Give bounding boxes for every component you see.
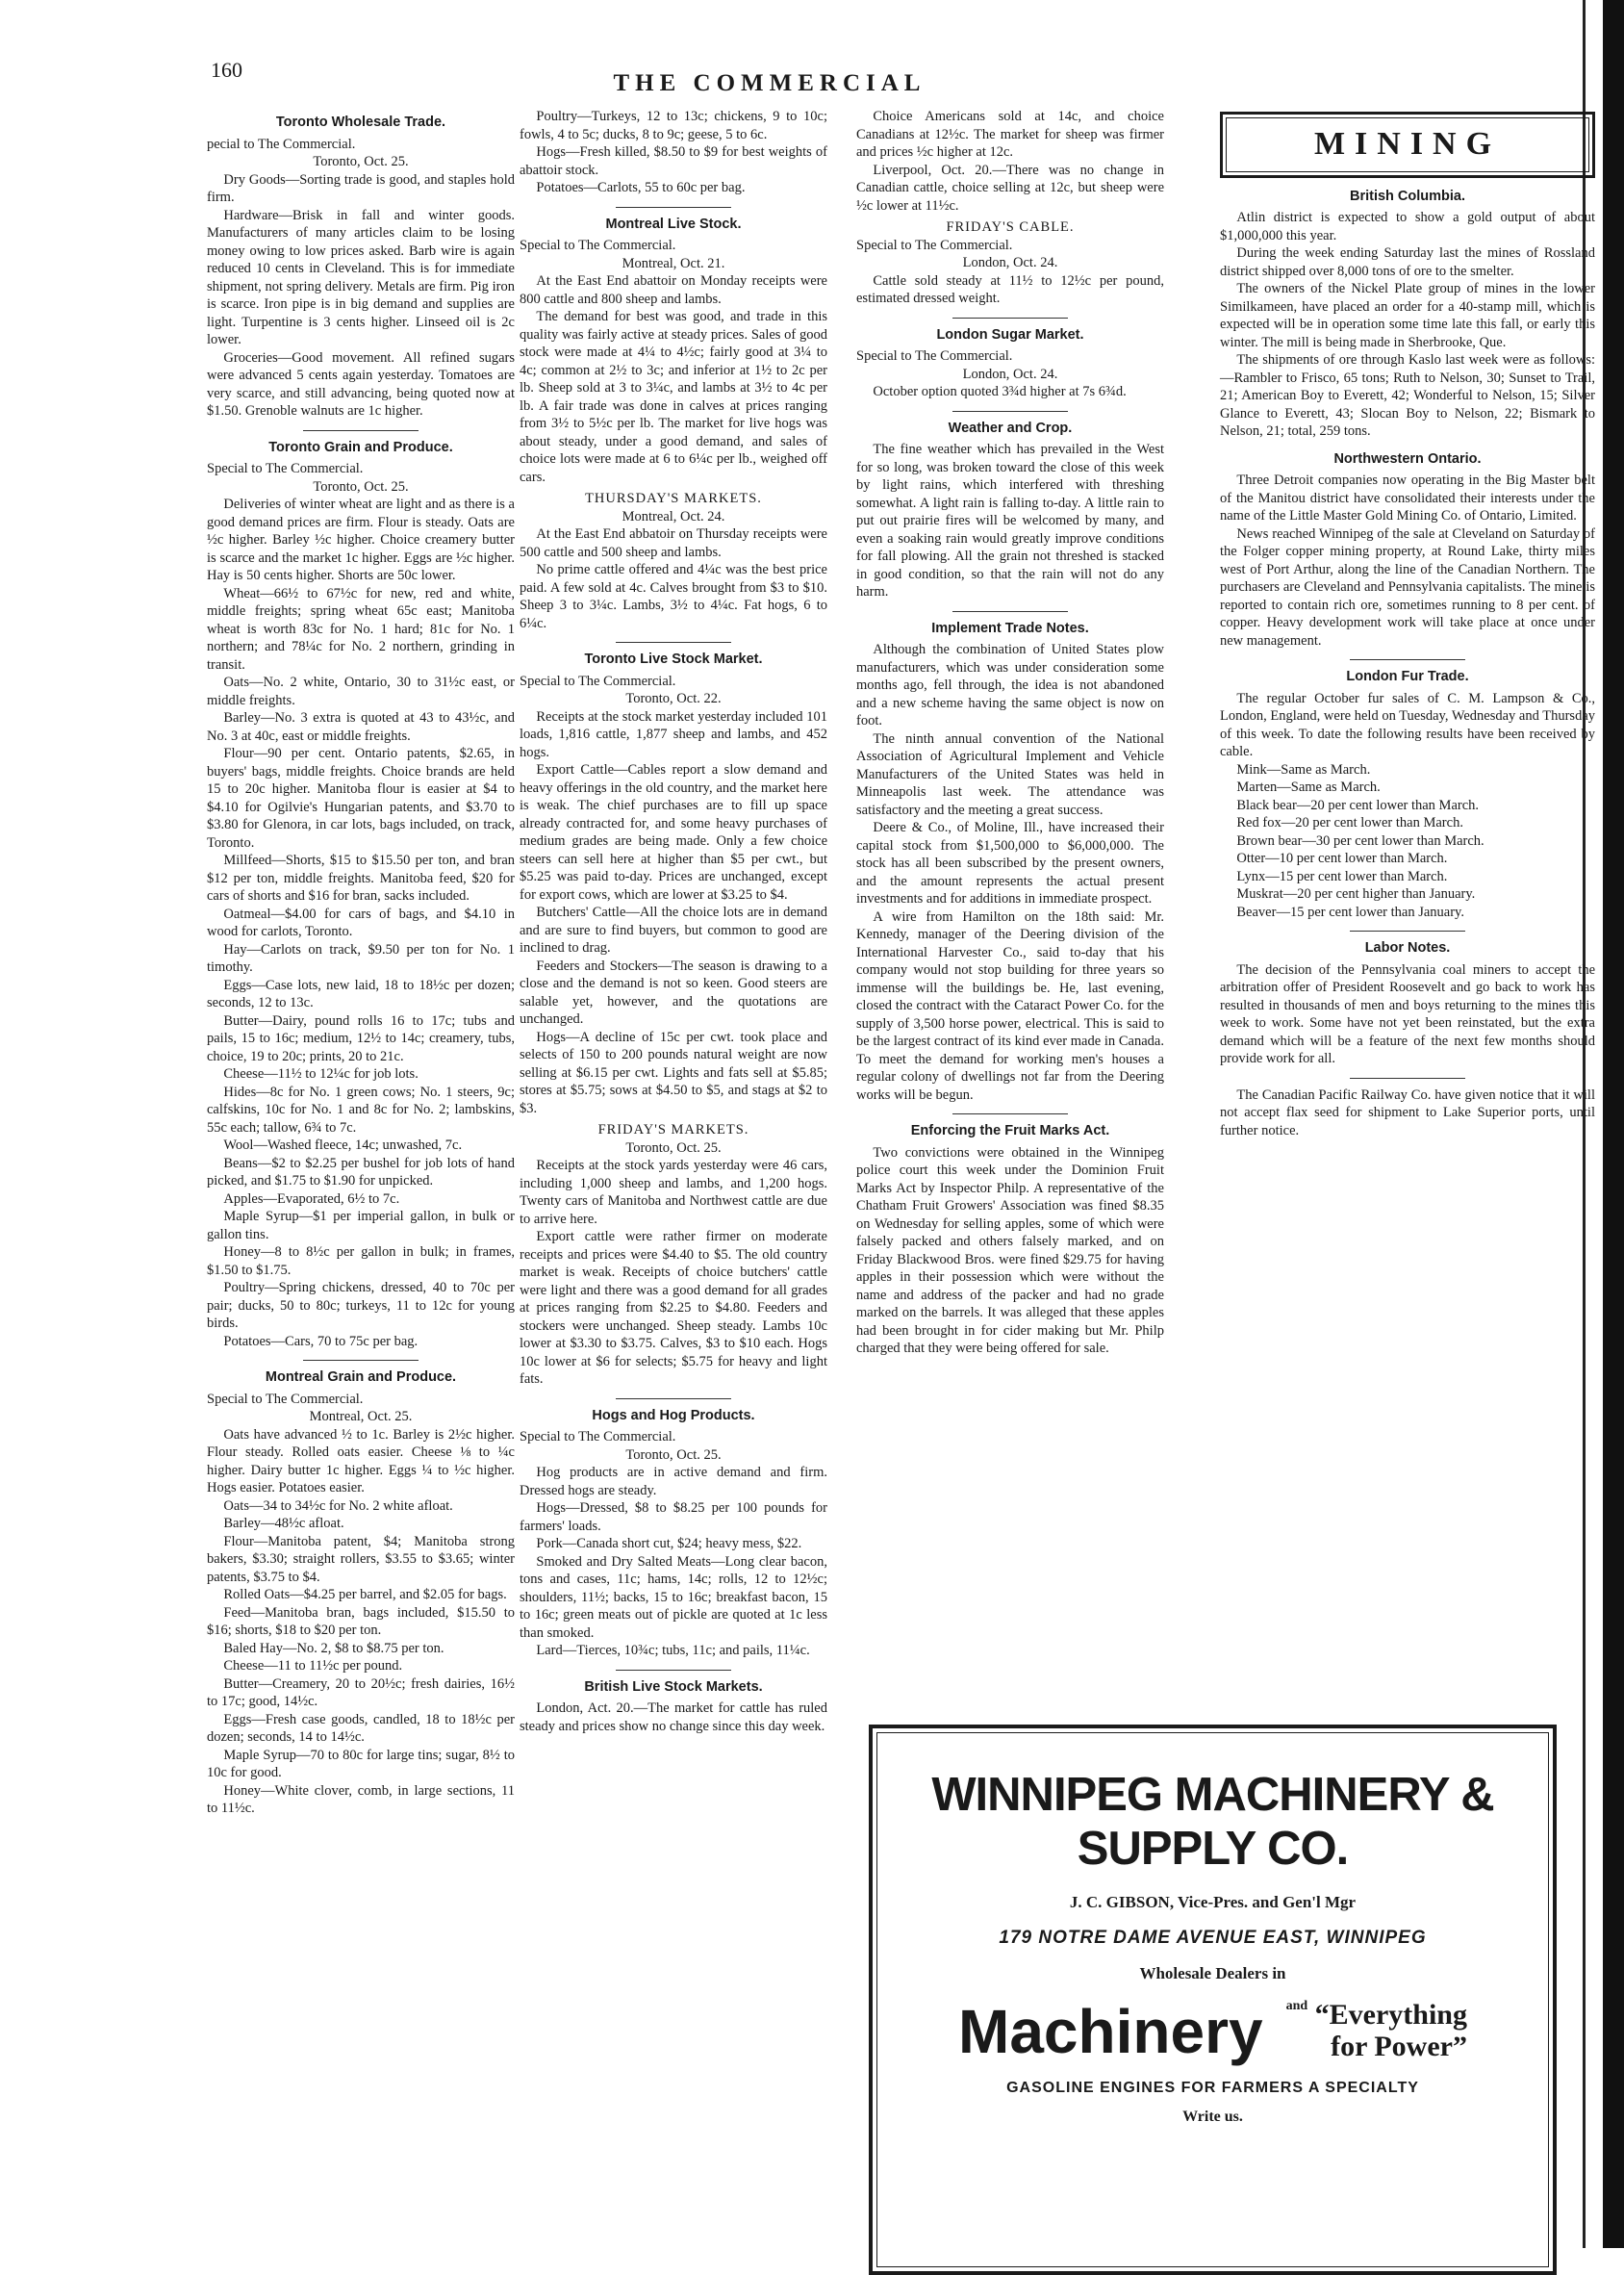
section-rule	[952, 411, 1068, 412]
paragraph: The ninth annual convention of the National Association of Agricultural Implement and Vehicle Manufacturers of the United States was held in Minneapolis last week. The attendance was satisfactory and the meeting a great success.	[856, 730, 1164, 818]
article-toronto-grain	[207, 439, 515, 1351]
paragraph: Otter—10 per cent lower than March.	[1236, 851, 1448, 866]
paragraph: Marten—Same as March.	[1236, 780, 1381, 795]
ad-write: Write us.	[1182, 2109, 1243, 2125]
page-number: 160	[211, 58, 242, 82]
paragraph: Pork—Canada short cut, $24; heavy mess, $22.	[536, 1536, 802, 1551]
paragraph: Apples—Evaporated, 6½ to 7c.	[223, 1190, 400, 1207]
ad-slogan-line-2: for Power”	[1331, 2031, 1467, 2062]
section-rule	[1350, 1078, 1465, 1079]
paragraph: Hardware—Brisk in fall and winter goods. Manufacturers of many articles claim to be losing money owing to low prices asked. Barb wire is again reduced 10 cents in Cleveland. This is for immediate shipment, not spring delivery. Metals are firm. Pig iron is scarce. Iron pipe is in big demand and supplies are light. Turpentine is 3 cents higher. Linseed oil is 2c lower.	[207, 207, 515, 347]
paragraph: London, Act. 20.—The market for cattle has ruled steady and prices show no change since this day week.	[520, 1700, 827, 1734]
paragraph: During the week ending Saturday last the mines of Rossland district shipped over 8,000 tons of ore to the smelter.	[1220, 245, 1595, 279]
dateline: Toronto, Oct. 25.	[313, 478, 409, 495]
article-implement-trade	[856, 620, 1164, 1105]
article-heading: Montreal Live Stock.	[605, 216, 742, 232]
section-rule	[616, 642, 731, 643]
section-rule	[952, 318, 1068, 319]
paragraph: Black bear—20 per cent lower than March.	[1236, 797, 1480, 813]
column-1	[207, 108, 515, 1828]
paragraph: The Canadian Pacific Railway Co. have given notice that it will not accept flax seed for shipment to Lake Superior ports, until further notice.	[1220, 1086, 1595, 1138]
article-weather-crop	[856, 420, 1164, 601]
paragraph: Lynx—15 per cent lower than March.	[1236, 868, 1448, 884]
paragraph: Brown bear—30 per cent lower than March.	[1236, 832, 1484, 849]
paragraph: Maple Syrup—70 to 80c for large tins; sugar, 8½ to 10c for good.	[207, 1747, 515, 1780]
ad-and: and	[1285, 1999, 1308, 2013]
paragraph: Feeders and Stockers—The season is drawing to a close and the demand is not so keen. Good steers are salable yet, however, and the quotations are unchanged.	[520, 958, 827, 1027]
article-heading: Weather and Crop.	[948, 420, 1073, 436]
paragraph: Butchers' Cattle—All the choice lots are in demand and are sure to find buyers, but common to good are inclined to drag.	[520, 905, 827, 956]
section-rule	[952, 1113, 1068, 1114]
paragraph: Oatmeal—$4.00 for cars of bags, and $4.10 in wood for carlots, Toronto.	[207, 906, 515, 939]
paragraph: Export cattle were rather firmer on moderate receipts and prices were $4.40 to $5. The old country market is weak. Receipts of choice butchers' cattle were light and there was a good demand for all grades at prices ranging from $2.25 to $4.80. Feeders and stockers were unchanged. Sheep steady. Lambs 10c lower at $3.30 to $3.75. Calves, $3 to $10 each. Hogs 10c lower at $6 for selects; $5.75 for heavy and light fats.	[520, 1229, 827, 1387]
paragraph: Flour—Manitoba patent, $4; Manitoba strong bakers, $3.30; straight rollers, $3.55 to $3.65; winter patents, $3.75 to $4.	[207, 1533, 515, 1585]
article-heading: Enforcing the Fruit Marks Act.	[910, 1123, 1110, 1138]
article-heading: Northwestern Ontario.	[1333, 450, 1482, 467]
ad-specialty: GASOLINE ENGINES FOR FARMERS A SPECIALTY	[1006, 2080, 1419, 2096]
paragraph: Feed—Manitoba bran, bags included, $15.50 to $16; shorts, $18 to $20 per ton.	[207, 1604, 515, 1638]
paragraph: Potatoes—Cars, 70 to 75c per bag.	[223, 1333, 419, 1349]
article-heading: Toronto Live Stock Market.	[584, 652, 763, 667]
paragraph: Poultry—Turkeys, 12 to 13c; chickens, 9 to 10c; fowls, 4 to 5c; ducks, 8 to 9c; geese, 5 to 6c.	[520, 109, 827, 142]
article-heading: London Fur Trade.	[1346, 669, 1469, 684]
article-heading: British Live Stock Markets.	[584, 1678, 763, 1695]
paragraph: Eggs—Case lots, new laid, 18 to 18½c per dozen; seconds, 12 to 13c.	[207, 977, 515, 1010]
article-continued	[520, 108, 827, 197]
paragraph: Eggs—Fresh case goods, candled, 18 to 18½c per dozen; seconds, 14 to 14½c.	[207, 1711, 515, 1745]
paragraph: Hides—8c for No. 1 green cows; No. 1 steers, 9c; calfskins, 10c for No. 1 and 8c for No. 2; lambskins, 55c each; tallow, 6¾ to 7c.	[207, 1084, 515, 1136]
paragraph: Choice Americans sold at 14c, and choice Canadians at 12½c. The market for sheep was firmer and prices ½c higher at 12c.	[856, 109, 1164, 160]
section-rule	[1350, 931, 1465, 932]
dateline: Montreal, Oct. 24.	[622, 508, 725, 524]
article-heading: Montreal Grain and Produce.	[265, 1369, 457, 1385]
mining-banner-title: MINING	[1226, 117, 1589, 172]
paragraph: October option quoted 3¾d higher at 7s 6¾d.	[873, 384, 1127, 399]
paragraph: The decision of the Pennsylvania coal miners to accept the arbitration offer of President Roosevelt and go back to work has resulted in thousands of men and boys returning to the mines this week to work. Some have not yet been reinstated, but the extra demand which will be a feature of the next few months should provide work for all.	[1220, 961, 1595, 1066]
special-line: Special to The Commercial.	[520, 673, 676, 689]
paragraph: Liverpool, Oct. 20.—There was no change in Canadian cattle, choice selling at 12c, but sheep were ½c lower at 11½c.	[856, 162, 1164, 214]
section-rule	[1350, 659, 1465, 660]
paragraph: Atlin district is expected to show a gold output of about $1,000,000 this year.	[1220, 210, 1595, 243]
paragraph: Deliveries of winter wheat are light and as there is a good demand prices are firm. Flour is steady. Oats are ½c higher. Barley ½c higher. Choice creamery butter is scarce and the market 1c higher. Eggs are ½c higher. Hay is 50 cents higher. Shorts are 50c lower.	[207, 497, 515, 583]
dateline: London, Oct. 24.	[962, 366, 1058, 382]
article-british-live-stock	[520, 1678, 827, 1736]
paragraph: Millfeed—Shorts, $15 to $15.50 per ton, and bran $12 per ton, middle freights. Manitoba feed, $20 for cars of shorts and $16 for bran, sacks included.	[207, 853, 515, 904]
paragraph: Poultry—Spring chickens, dressed, 40 to 70c per pair; ducks, 50 to 80c; turkeys, 11 to 12c for young birds.	[207, 1280, 515, 1331]
paragraph: Cattle sold steady at 11½ to 12½c per pound, estimated dressed weight.	[856, 272, 1164, 306]
paragraph: Maple Syrup—$1 per imperial gallon, in bulk or gallon tins.	[207, 1209, 515, 1242]
special-line: Special to The Commercial.	[207, 1391, 364, 1407]
paragraph: Smoked and Dry Salted Meats—Long clear bacon, tons and cases, 11c; hams, 14c; rolls, 12 to 12½c; shoulders, 11½; backs, 15 to 16c; breakfast bacon, 15 to 16c; green meats out of pickle are quoted at 1c less than smoked.	[520, 1553, 827, 1641]
ad-address: 179 NOTRE DAME AVENUE EAST, WINNIPEG	[999, 1928, 1427, 1948]
advertisement	[869, 1725, 1557, 2275]
section-rule	[616, 1670, 731, 1671]
column-2	[520, 108, 827, 1745]
paragraph: Butter—Dairy, pound rolls 16 to 17c; tubs and pails, 15 to 16c; medium, 12½ to 14c; creamery, tubs, choice, 19 to 20c; prints, 20 to 21c.	[207, 1012, 515, 1064]
article-heading: Toronto Grain and Produce.	[268, 439, 453, 455]
paragraph: Deere & Co., of Moline, Ill., have increased their capital stock from $1,500,000 to $6,000,000. The stock has all been subscribed by the present owners, and the amount represents the actual present investments and for additions in immediate prospect.	[856, 820, 1164, 907]
article-hogs	[520, 1407, 827, 1660]
paragraph: Three Detroit companies now operating in the Big Master belt of the Manitou district have consolidated their interests under the name of the Little Master Gold Mining Co. of Ontario, Limited.	[1220, 473, 1595, 524]
advertisement-inner	[876, 1732, 1549, 2267]
dateline: Toronto, Oct. 25.	[625, 1139, 722, 1156]
paragraph: Although the combination of United States plow manufacturers, which was under consideration some months ago, fell through, the idea is not abandoned and a new scheme having the same object is now on foot.	[856, 642, 1164, 729]
article-toronto-live-stock	[520, 651, 827, 1389]
section-rule	[303, 430, 419, 431]
ad-company-name: WINNIPEG MACHINERY & SUPPLY CO.	[931, 1769, 1494, 1875]
paragraph: Honey—8 to 8½c per gallon in bulk; in frames, $1.50 to $1.75.	[207, 1244, 515, 1278]
paragraph: Hog products are in active demand and firm. Dressed hogs are steady.	[520, 1465, 827, 1498]
article-british-continued	[856, 108, 1164, 308]
dateline: Toronto, Oct. 22.	[625, 691, 722, 706]
article-labor-notes	[1220, 939, 1595, 1139]
column-4	[1220, 108, 1595, 1149]
paragraph: A wire from Hamilton on the 18th said: Mr. Kennedy, manager of the Deering division of the International Harvester Co., said to-day that his company would not stop building for three years so immense will the buildings be. He, last evening, closed the contract with the Cataract Power Co. for the supply of 3,500 horse power, electrical. This is said to be the largest contract of its kind ever made in Canada. To meet the demand for working men's houses a regular colony of dwellings not far from the Deering works will be begun.	[856, 908, 1164, 1103]
article-british-columbia	[1220, 188, 1595, 441]
dateline: Toronto, Oct. 25.	[625, 1446, 722, 1463]
paragraph: News reached Winnipeg of the sale at Cleveland on Saturday of the Folger copper mining property, at Round Lake, thirty miles west of Port Arthur, along the line of the Canadian Northern. The purchasers are Cleveland and Pennsylvania capitalists. The mine is reported to contain rich ore, sometimes running to 8 per cent. of copper. Heavy development work will take place at once under new management.	[1220, 525, 1595, 649]
subheading: FRIDAY'S MARKETS.	[597, 1122, 749, 1138]
paragraph: Wool—Washed fleece, 14c; unwashed, 7c.	[223, 1138, 463, 1153]
paragraph: Baled Hay—No. 2, $8 to $8.75 per ton.	[223, 1640, 444, 1656]
dateline: London, Oct. 24.	[962, 255, 1058, 270]
paragraph: Oats—34 to 34½c for No. 2 white afloat.	[223, 1497, 453, 1514]
article-heading: Hogs and Hog Products.	[592, 1407, 755, 1423]
paragraph: Export Cattle—Cables report a slow demand and heavy offerings in the old country, and the market here is weak. The chief purchases are to fill up space already contracted for, and some heavy purchases of medium grades are being made. Only a few choice steers can sell here at higher than $5 per cwt., but $5.25 was paid to-day. Prices are unchanged, except for export cows, which are lower at $3.25 to $4.	[520, 762, 827, 903]
article-heading: Toronto Wholesale Trade.	[275, 115, 446, 130]
dateline: Montreal, Oct. 25.	[309, 1409, 413, 1424]
dateline: Montreal, Oct. 21.	[622, 255, 725, 271]
paragraph: The regular October fur sales of C. M. Lampson & Co., London, England, were held on Tuesday, Wednesday and Thursday of this week. To date the following results have been received by cable.	[1220, 690, 1595, 759]
section-rule	[616, 207, 731, 208]
paragraph: Oats—No. 2 white, Ontario, 30 to 31½c east, or middle freights.	[207, 675, 515, 708]
subheading: THURSDAY'S MARKETS.	[585, 491, 762, 506]
special-line: Special to The Commercial.	[520, 1429, 676, 1444]
paragraph: Honey—White clover, comb, in large sections, 11 to 11½c.	[207, 1782, 515, 1816]
ad-slogan-line-1: “Everything	[1314, 1999, 1467, 2031]
ad-dealers: Wholesale Dealers in	[1139, 1964, 1286, 1982]
paragraph: Muskrat—20 per cent higher than January.	[1236, 886, 1476, 902]
special-line: Special to The Commercial.	[520, 238, 676, 253]
ad-main-row	[877, 1997, 1548, 2066]
paragraph: Receipts at the stock yards yesterday were 46 cars, including 1,000 sheep and lambs, and 1,200 hogs. Twenty cars of Manitoba and Northwest cattle are due to arrive here.	[520, 1158, 827, 1227]
paragraph: Cheese—11 to 11½c per pound.	[223, 1658, 403, 1674]
paragraph: Groceries—Good movement. All refined sugars were advanced 5 cents again yesterday. Tomatoes are very scarce, and still advancing, being quoted now at $1.50. Grenoble walnuts are 1c higher.	[207, 349, 515, 419]
paragraph: Receipts at the stock market yesterday included 101 loads, 1,816 cattle, 1,877 sheep and lambs, and 452 hogs.	[520, 708, 827, 760]
article-fruit-marks	[856, 1122, 1164, 1358]
paragraph: Mink—Same as March.	[1236, 761, 1371, 778]
paragraph: Oats have advanced ½ to 1c. Barley is 2½c higher. Flour steady. Rolled oats easier. Cheese ⅛ to ¼c higher. Dairy butter 1c higher. Eggs ¼ to ½c higher. Hogs easier. Potatoes easier.	[207, 1426, 515, 1495]
paragraph: Butter—Creamery, 20 to 20½c; fresh dairies, 16½ to 17c; good, 14½c.	[207, 1675, 515, 1709]
article-montreal-grain	[207, 1368, 515, 1818]
column-3	[856, 108, 1164, 1368]
special-line: Special to The Commercial.	[856, 237, 1013, 253]
paragraph: Potatoes—Carlots, 55 to 60c per bag.	[536, 180, 746, 195]
article-heading: Labor Notes.	[1364, 940, 1451, 956]
ad-contact: J. C. GIBSON, Vice-Pres. and Gen'l Mgr	[1069, 1893, 1357, 1911]
article-heading: British Columbia.	[1349, 188, 1466, 204]
paragraph: Two convictions were obtained in the Winnipeg police court this week under the Dominion Fruit Marks Act by Inspector Philp. A representative of the Chatham Fruit Growers' Association was fined $8.35 on Wednesday for selling apples, some of which were falsely packed and others falsely marked, and on Friday Blackwood Bros. were fined $29.75 for having apples in their possession which were without the name and address of the packer and had no grade marked on the barrels. It was alleged that these apples had been brought in for cider making but Mr. Philp charged that they were being offered for sale.	[856, 1144, 1164, 1356]
paragraph: Hogs—A decline of 15c per cwt. took place and selects of 150 to 200 pounds natural weight are now selling at $6.15 per cwt. Lights and fats sell at $5.85; stores at $5.75; sows at $4.50 to $5, and stags at $2 to $3.	[520, 1029, 827, 1116]
special-line: Special to The Commercial.	[207, 461, 364, 476]
paragraph: Barley—No. 3 extra is quoted at 43 to 43½c, and No. 3 at 40c, east or middle freights.	[207, 710, 515, 744]
paragraph: The demand for best was good, and trade in this quality was fairly active at steady prices. Sales of good stock were made at 4¼ to 4½c; fairly good at 3¼ to 4c; common at 2½ to 3c; and inferior at 1½ to 2c per lb. Sheep sold at 3 to 3¼c, and lambs at 3½ to 4c per lb. A fair trade was done in calves at prices ranging from 3½ to 5½c per lb. The market for live hogs was about steady, under a good demand, and sales of choice lots were made at 6 to 6¼c per lb., weighed off cars.	[520, 309, 827, 485]
paragraph: Beaver—15 per cent lower than January.	[1236, 904, 1464, 920]
paragraph: Hay—Carlots on track, $9.50 per ton for No. 1 timothy.	[207, 941, 515, 975]
subheading: FRIDAY'S CABLE.	[946, 219, 1075, 235]
special-line: Special to The Commercial.	[856, 348, 1013, 364]
article-northwestern-ontario	[1220, 450, 1595, 651]
paragraph: No prime cattle offered and 4¼c was the best price paid. A few sold at 4c. Calves brought from $3 to $10. Sheep 3 to 3¼c. Lambs, 3½ to 4¼c. Fat hogs, 6 to 6¼c.	[520, 562, 827, 631]
masthead-title: THE COMMERCIAL	[613, 70, 926, 96]
paragraph: Lard—Tierces, 10¾c; tubs, 11c; and pails, 11¼c.	[536, 1643, 810, 1658]
paragraph: Wheat—66½ to 67½c for new, red and white, middle freights; spring wheat 65c east; Manitoba wheat is worth 83c for No. 1 hard; 81c for No. 1 northern; and 78¼c for No. 2 northern, grinding in transit.	[207, 585, 515, 673]
section-rule	[616, 1398, 731, 1399]
paragraph: The fine weather which has prevailed in the West for so long, was broken toward the close of this week by light rains, which interfered with threshing somewhat. A light rain is falling to-day. A little rain to put out prairie fires will be welcomed by many, and even a soaking rain would greatly improve conditions for fall plowing. All the grain not threshed is stacked in good condition, so that the rain will not do any harm.	[856, 442, 1164, 600]
section-rule	[952, 611, 1068, 612]
paragraph: The shipments of ore through Kaslo last week were as follows:—Rambler to Frisco, 65 tons; Ruth to Nelson, 30; Sunset to Trail, 21; American Boy to Everett, 42; Wonderful to Nelson, 15; Silver Glance to Everett, 43; Slocan Boy to Nelson, 22; Bismark to Nelson, 21; total, 259 tons.	[1220, 352, 1595, 439]
dateline: Toronto, Oct. 25.	[313, 154, 409, 169]
paragraph: Hogs—Fresh killed, $8.50 to $9 for best weights of abattoir stock.	[520, 144, 827, 178]
ad-slogan	[1286, 1999, 1467, 2062]
article-heading: London Sugar Market.	[936, 326, 1084, 343]
paragraph: Cheese—11½ to 12¼c for job lots.	[223, 1066, 419, 1082]
paragraph: At the East End abbatoir on Thursday receipts were 500 cattle and 500 sheep and lambs.	[520, 526, 827, 560]
article-london-fur	[1220, 668, 1595, 921]
mining-banner	[1220, 112, 1595, 178]
paragraph: Beans—$2 to $2.25 per bushel for job lots of hand picked, and $1.75 to $1.90 for unpicked.	[207, 1155, 515, 1189]
article-london-sugar	[856, 326, 1164, 401]
scan-edge	[1603, 0, 1624, 2248]
article-montreal-live-stock	[520, 216, 827, 633]
article-heading: Implement Trade Notes.	[931, 620, 1089, 636]
section-rule	[303, 1360, 419, 1361]
paragraph: Barley—48½c afloat.	[223, 1516, 344, 1531]
paragraph: Rolled Oats—$4.25 per barrel, and $2.05 for bags.	[223, 1587, 507, 1602]
paragraph: Red fox—20 per cent lower than March.	[1236, 815, 1463, 831]
article-toronto-wholesale	[207, 114, 515, 421]
special-line: pecial to The Commercial.	[207, 136, 356, 152]
paragraph: Dry Goods—Sorting trade is good, and staples hold firm.	[207, 171, 515, 205]
paragraph: Flour—90 per cent. Ontario patents, $2.65, in buyers' bags, middle freights. Choice brands are held 15 to 20c higher. Manitoba flour is easier at $4 to $4.10 for Ogilvie's Hungarian patents, and $3.70 to $3.80 for Glenora, in car lots, bags included, on track, Toronto.	[207, 746, 515, 851]
paragraph: Hogs—Dressed, $8 to $8.25 per 100 pounds for farmers' loads.	[520, 1500, 827, 1534]
ad-machinery: Machinery	[958, 1997, 1263, 2066]
paragraph: The owners of the Nickel Plate group of mines in the lower Similkameen, have placed an order for a 40-stamp mill, which is expected will be in operation some time late this fall, or early this winter. The mill is being made in Sherbrooke, Que.	[1220, 281, 1595, 350]
paragraph: At the East End abattoir on Monday receipts were 800 cattle and 800 sheep and lambs.	[520, 273, 827, 307]
